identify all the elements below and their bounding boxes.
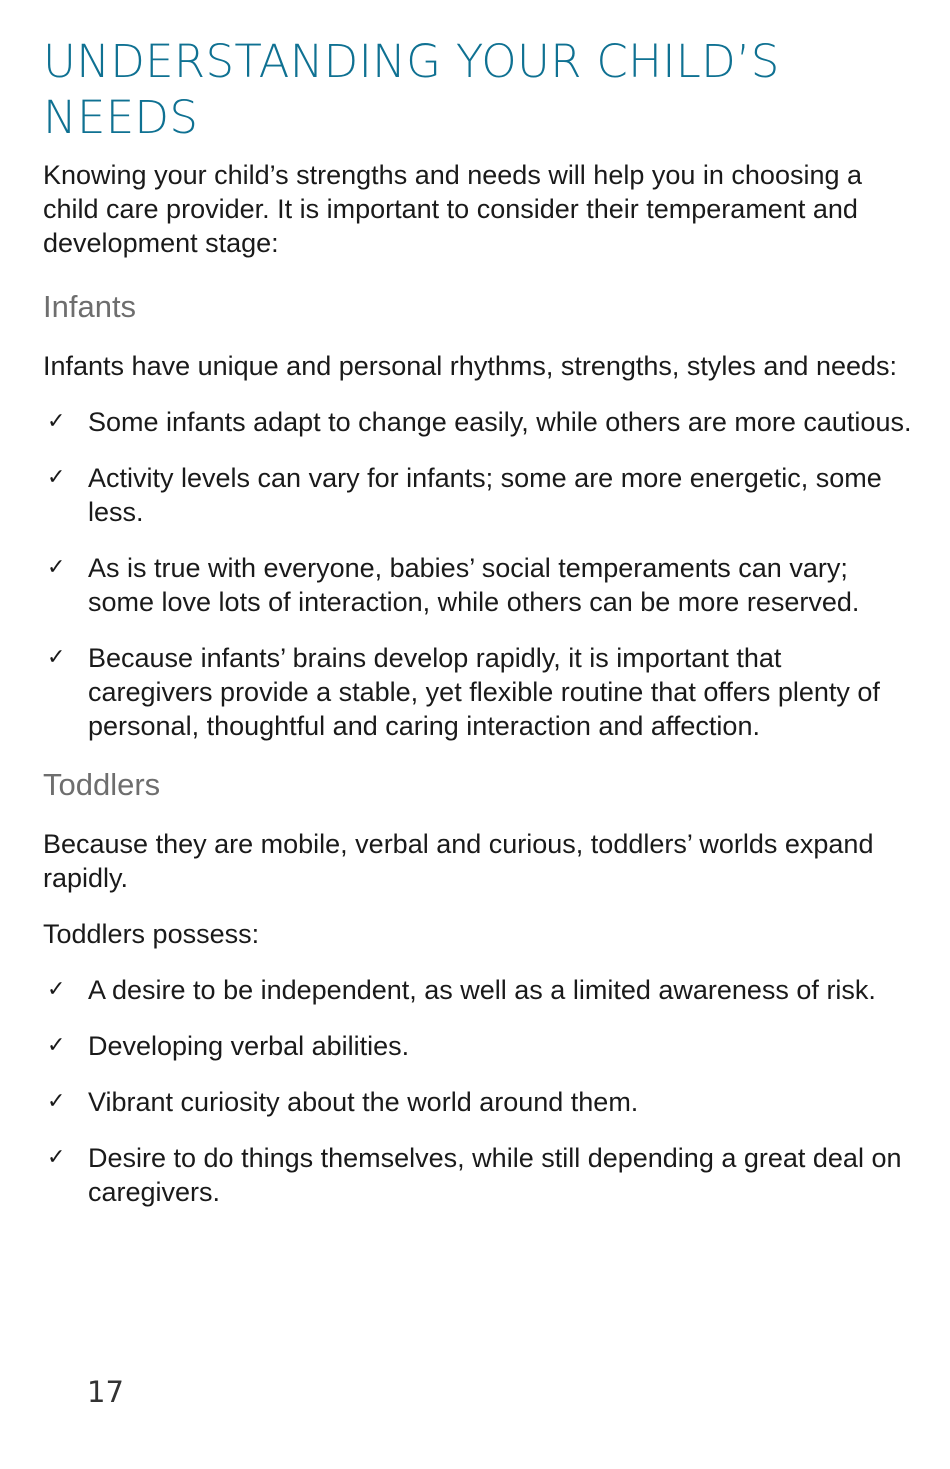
checkmark-icon: ✓ xyxy=(47,1033,66,1058)
list-item-text: Developing verbal abilities. xyxy=(88,1031,410,1061)
checkmark-icon: ✓ xyxy=(47,409,66,434)
toddlers-possess-paragraph: Toddlers possess: xyxy=(43,919,260,949)
list-item-text: A desire to be independent, as well as a limited awareness of risk. xyxy=(88,975,876,1005)
toddlers-checklist xyxy=(43,973,913,1209)
list-item-text: Because infants’ brains develop rapidly, it is important that caregivers provide a stable, yet flexible routine that offers plenty of personal, thoughtful and caring interaction and affection. xyxy=(88,643,880,741)
toddlers-heading: Toddlers xyxy=(43,767,161,802)
toddlers-paragraph: Because they are mobile, verbal and curious, toddlers’ worlds expand rapidly. xyxy=(43,829,874,893)
infants-paragraph: Infants have unique and personal rhythms, strengths, styles and needs: xyxy=(43,351,898,381)
checkmark-icon: ✓ xyxy=(47,555,66,580)
list-item xyxy=(43,973,913,1007)
checkmark-icon: ✓ xyxy=(47,1089,66,1114)
checkmark-icon: ✓ xyxy=(47,977,66,1002)
list-item xyxy=(43,1029,913,1063)
checkmark-icon: ✓ xyxy=(47,1145,66,1170)
list-item-text: Activity levels can vary for infants; some are more energetic, some less. xyxy=(88,463,882,527)
checkmark-icon: ✓ xyxy=(47,645,66,670)
list-item-text: Desire to do things themselves, while still depending a great deal on caregivers. xyxy=(88,1143,902,1207)
intro-paragraph: Knowing your child’s strengths and needs will help you in choosing a child care provider. It is important to consider their temperament and development stage: xyxy=(43,160,863,258)
infants-checklist xyxy=(43,405,913,743)
list-item-text: As is true with everyone, babies’ social temperaments can vary; some love lots of interaction, while others can be more reserved. xyxy=(88,553,860,617)
page-title: UNDERSTANDING YOUR CHILD’S NEEDS xyxy=(43,35,780,144)
list-item xyxy=(43,641,913,743)
list-item xyxy=(43,1085,913,1119)
infants-heading: Infants xyxy=(43,289,137,324)
list-item-text: Some infants adapt to change easily, while others are more cautious. xyxy=(88,407,912,437)
page-content xyxy=(43,34,913,1231)
page-number: 17 xyxy=(87,1375,124,1409)
list-item xyxy=(43,461,913,529)
list-item xyxy=(43,551,913,619)
checkmark-icon: ✓ xyxy=(47,465,66,490)
list-item xyxy=(43,405,913,439)
list-item xyxy=(43,1141,913,1209)
list-item-text: Vibrant curiosity about the world around them. xyxy=(88,1087,639,1117)
